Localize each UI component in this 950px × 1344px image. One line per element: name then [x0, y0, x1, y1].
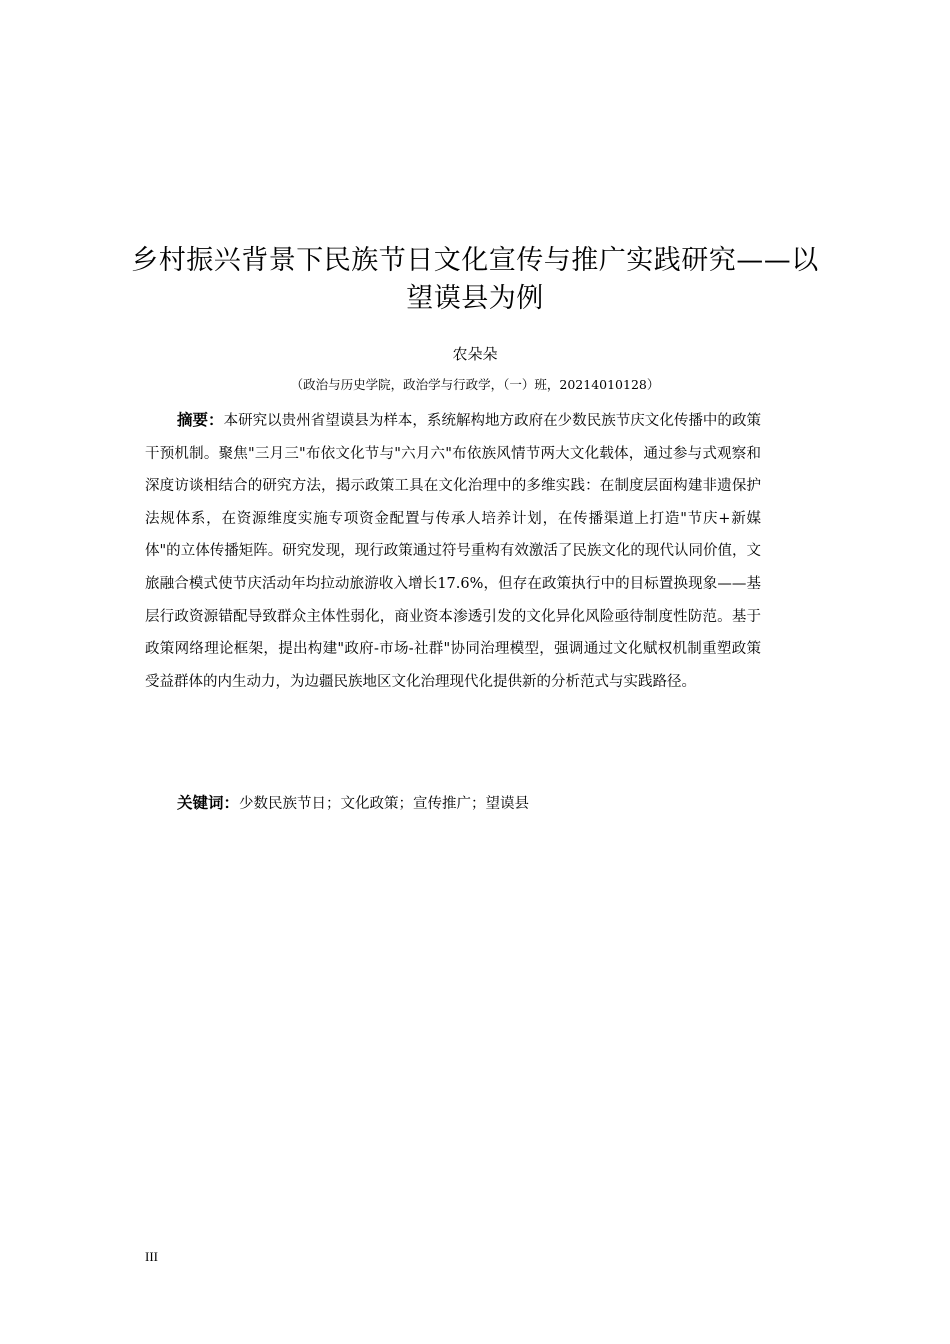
keywords-section [177, 788, 777, 819]
author-name: 农朵朵 [452, 345, 498, 363]
page-number: III [145, 1249, 158, 1264]
keywords-label: 关键词： [177, 794, 240, 812]
abstract-text: 本研究以贵州省望谟县为样本，系统解构地方政府在少数民族节庆文化传播中的政策干预机制。聚焦"三月三"布依文化节与"六月六"布依族风情节两大文化载体，通过参与式观察和深度访谈相结合的研究方法，揭示政策工具在文化治理中的多维实践：在制度层面构建非遗保护法规体系，在资源维度实施专项资金配置与传承人培养计划，在传播渠道上打造"节庆+新媒体"的立体传播矩阵。研究发现，现行政策通过符号重构有效激活了民族文化的现代认同价值，文旅融合模式使节庆活动年均拉动旅游收入增长17.6%，但存在政策执行中的目标置换现象——基层行政资源错配导致群众主体性弱化，商业资本渗透引发的文化异化风险亟待制度性防范。基于政策网络理论框架，提出构建"政府-市场-社群"协同治理模型，强调通过文化赋权机制重塑政策受益群体的内生动力，为边疆民族地区文化治理现代化提供新的分析范式与实践路径。 [145, 413, 761, 690]
abstract-section [145, 404, 761, 698]
author-affiliation: （政治与历史学院，政治学与行政学，（一）班，20214010128） [290, 377, 660, 392]
abstract-label: 摘要： [177, 411, 224, 429]
paper-title: 乡村振兴背景下民族节日文化宣传与推广实践研究——以望谟县为例 [131, 245, 819, 314]
keywords-text: 少数民族节日；文化政策；宣传推广；望谟县 [239, 796, 530, 812]
